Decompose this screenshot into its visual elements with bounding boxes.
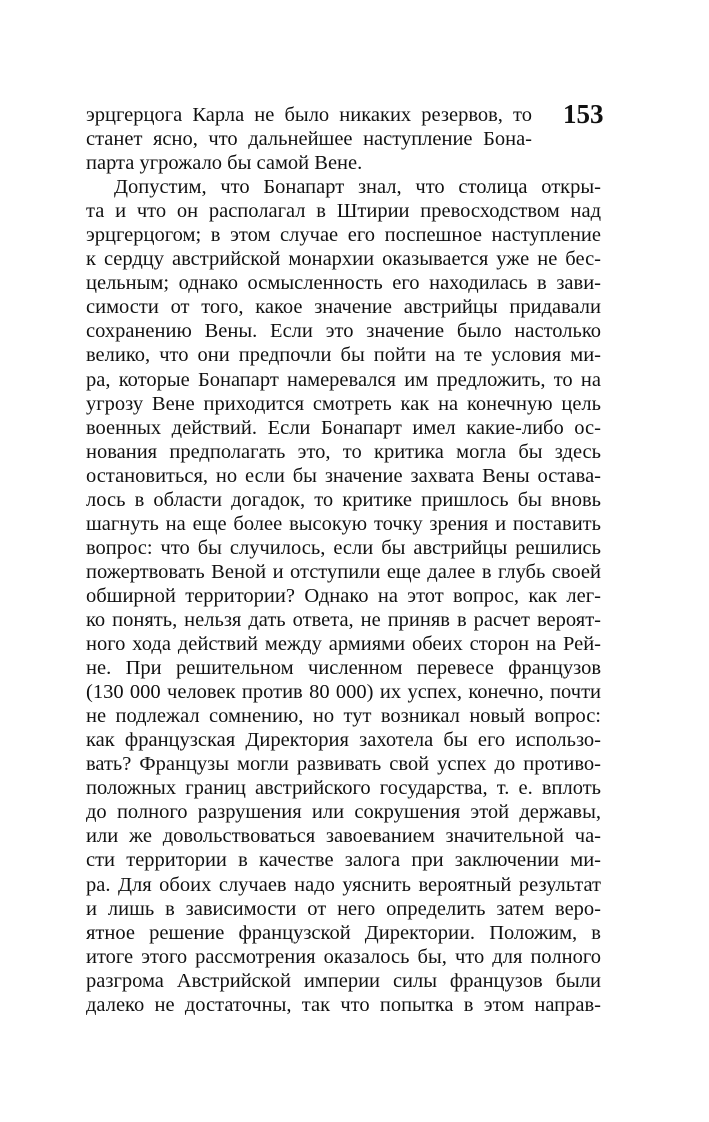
paragraph-start-line: Допустим, что Бонапарт знал, что столица откры-: [114, 176, 601, 199]
text-line: (130 000 человек против 80 000) их успех, конечно, почти: [86, 681, 601, 704]
page-number: 153: [563, 99, 604, 129]
text-line: ра, которые Бонапарт намеревался им предложить, то на: [86, 368, 601, 391]
text-line: ного хода действий между армиями обеих сторон на Рей-: [86, 633, 601, 656]
text-line: обширной территории? Однако на этот вопрос, как лег-: [86, 584, 601, 607]
text-line: итоге этого рассмотрения оказалось бы, что для полного: [86, 945, 601, 968]
text-line: до полного разрушения или сокрушения этой державы,: [86, 801, 601, 824]
text-line: ко понять, нельзя дать ответа, не приняв в расчет вероят-: [86, 608, 601, 631]
text-line: разгрома Австрийской империи силы французов были: [86, 969, 601, 992]
text-line: ятное решение французской Директории. Положим, в: [86, 921, 601, 944]
body-text: [86, 103, 601, 1017]
text-line: вопрос: что бы случилось, если бы австрийцы решились: [86, 536, 601, 559]
text-line: эрцгерцогом; в этом случае его поспешное наступление: [86, 224, 601, 247]
text-line: велико, что они предпочли бы пойти на те условия ми-: [86, 344, 601, 367]
text-line: симости от того, какое значение австрийцы придавали: [86, 296, 601, 319]
text-line: лось в области догадок, то критике пришлось бы вновь: [86, 488, 601, 511]
text-line: не подлежал сомнению, но тут возникал новый вопрос:: [86, 705, 601, 728]
text-line: пожертвовать Веной и отступили еще далее в глубь своей: [86, 560, 601, 583]
text-line: нования предполагать это, то критика могла бы здесь: [86, 440, 601, 463]
text-line: и лишь в зависимости от него определить затем веро-: [86, 897, 601, 920]
text-line: цельным; однако осмысленность его находилась в зави-: [86, 272, 601, 295]
text-line: шагнуть на еще более высокую точку зрения и поставить: [86, 512, 601, 535]
text-line: к сердцу австрийской монархии оказывается уже не бес-: [86, 248, 601, 271]
text-line: вать? Французы могли развивать свой успех до противо-: [86, 753, 601, 776]
text-line: далеко не достаточны, так что попытка в этом направ-: [86, 993, 601, 1016]
text-line: угрозу Вене приходится смотреть как на конечную цель: [86, 392, 601, 415]
text-line: положных границ австрийского государства, т. е. вплоть: [86, 777, 601, 800]
text-line: остановиться, но если бы значение захвата Вены остава-: [86, 464, 601, 487]
text-line: как французская Директория захотела бы его использо-: [86, 729, 601, 752]
text-line: ра. Для обоих случаев надо уяснить вероятный результат: [86, 873, 601, 896]
text-line: сти территории в качестве залога при заключении ми-: [86, 849, 601, 872]
text-line: не. При решительном численном перевесе французов: [86, 657, 601, 680]
text-line: станет ясно, что дальнейшее наступление Бона-: [86, 128, 532, 151]
text-line: или же довольствоваться завоеванием значительной ча-: [86, 825, 601, 848]
text-line: та и что он располагал в Штирии превосходством над: [86, 200, 601, 223]
text-line: эрцгерцога Карла не было никаких резервов, то: [86, 104, 532, 126]
text-line: военных действий. Если Бонапарт имел какие-либо ос-: [86, 416, 601, 439]
text-line: парта угрожало бы самой Вене.: [86, 152, 363, 175]
text-line: сохранению Вены. Если это значение было настолько: [86, 320, 601, 343]
